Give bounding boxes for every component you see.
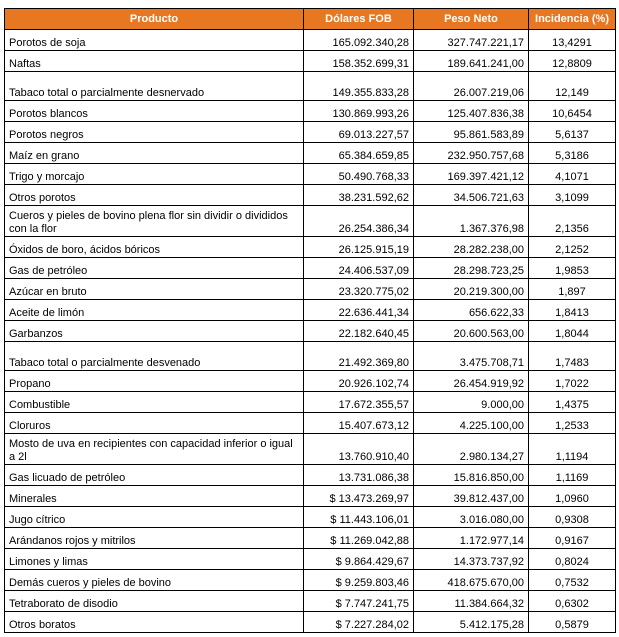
product-name-cell: Tabaco total o parcialmente desvenado (5, 342, 304, 371)
incidencia-cell: 1,897 (529, 279, 616, 300)
product-name-cell: Gas de petróleo (5, 258, 304, 279)
incidencia-cell: 0,7532 (529, 570, 616, 591)
incidencia-cell: 12,8809 (529, 51, 616, 72)
peso-neto-cell: 125.407.836,38 (414, 101, 529, 122)
dolares-fob-cell: $ 7.747.241,75 (304, 591, 414, 612)
table-row (5, 101, 616, 122)
table-row (5, 164, 616, 185)
incidencia-cell: 12,149 (529, 72, 616, 101)
incidencia-cell: 1,0960 (529, 486, 616, 507)
peso-neto-cell: 14.373.737,92 (414, 549, 529, 570)
table-row (5, 300, 616, 321)
header-dolares-fob: Dólares FOB (304, 9, 414, 30)
product-name-cell: Naftas (5, 51, 304, 72)
incidencia-cell: 4,1071 (529, 164, 616, 185)
table-body (5, 30, 616, 633)
product-name-cell: Porotos negros (5, 122, 304, 143)
dolares-fob-cell: $ 11.443.106,01 (304, 507, 414, 528)
table-row (5, 507, 616, 528)
incidencia-cell: 2,1356 (529, 206, 616, 237)
table-row (5, 528, 616, 549)
dolares-fob-cell: 50.490.768,33 (304, 164, 414, 185)
product-name-cell: Maíz en grano (5, 143, 304, 164)
peso-neto-cell: 3.016.080,00 (414, 507, 529, 528)
peso-neto-cell: 95.861.583,89 (414, 122, 529, 143)
incidencia-cell: 0,5879 (529, 612, 616, 633)
dolares-fob-cell: 38.231.592,62 (304, 185, 414, 206)
export-products-table (4, 8, 616, 633)
incidencia-cell: 1,7022 (529, 371, 616, 392)
table-row (5, 591, 616, 612)
peso-neto-cell: 11.384.664,32 (414, 591, 529, 612)
dolares-fob-cell: 17.672.355,57 (304, 392, 414, 413)
table-row (5, 185, 616, 206)
table-row (5, 72, 616, 101)
product-name-cell: Arándanos rojos y mitrilos (5, 528, 304, 549)
product-name-cell: Porotos blancos (5, 101, 304, 122)
product-name-cell: Tetraborato de disodio (5, 591, 304, 612)
incidencia-cell: 0,6302 (529, 591, 616, 612)
peso-neto-cell: 39.812.437,00 (414, 486, 529, 507)
dolares-fob-cell: 15.407.673,12 (304, 413, 414, 434)
table-row (5, 258, 616, 279)
dolares-fob-cell: 22.182.640,45 (304, 321, 414, 342)
peso-neto-cell: 26.454.919,92 (414, 371, 529, 392)
table-row (5, 465, 616, 486)
dolares-fob-cell: 130.869.993,26 (304, 101, 414, 122)
table-row (5, 279, 616, 300)
header-peso-neto: Peso Neto (414, 9, 529, 30)
peso-neto-cell: 28.298.723,25 (414, 258, 529, 279)
table-row (5, 413, 616, 434)
incidencia-cell: 1,7483 (529, 342, 616, 371)
table-row (5, 342, 616, 371)
dolares-fob-cell: 65.384.659,85 (304, 143, 414, 164)
peso-neto-cell: 327.747.221,17 (414, 30, 529, 51)
incidencia-cell: 1,8044 (529, 321, 616, 342)
incidencia-cell: 1,1169 (529, 465, 616, 486)
product-name-cell: Jugo cítrico (5, 507, 304, 528)
incidencia-cell: 5,6137 (529, 122, 616, 143)
dolares-fob-cell: 13.760.910,40 (304, 434, 414, 465)
table-row (5, 321, 616, 342)
product-name-cell: Otros porotos (5, 185, 304, 206)
incidencia-cell: 2,1252 (529, 237, 616, 258)
table-row (5, 570, 616, 591)
header-producto: Producto (5, 9, 304, 30)
incidencia-cell: 0,9167 (529, 528, 616, 549)
product-name-cell: Combustible (5, 392, 304, 413)
peso-neto-cell: 9.000,00 (414, 392, 529, 413)
dolares-fob-cell: 23.320.775,02 (304, 279, 414, 300)
table-header-row (5, 9, 616, 30)
table-row (5, 486, 616, 507)
incidencia-cell: 0,8024 (529, 549, 616, 570)
dolares-fob-cell: $ 9.259.803,46 (304, 570, 414, 591)
peso-neto-cell: 15.816.850,00 (414, 465, 529, 486)
incidencia-cell: 1,8413 (529, 300, 616, 321)
product-name-cell: Aceite de limón (5, 300, 304, 321)
incidencia-cell: 3,1099 (529, 185, 616, 206)
product-name-cell: Otros boratos (5, 612, 304, 633)
peso-neto-cell: 1.172.977,14 (414, 528, 529, 549)
table-row (5, 371, 616, 392)
incidencia-cell: 5,3186 (529, 143, 616, 164)
product-name-cell: Minerales (5, 486, 304, 507)
product-name-cell: Garbanzos (5, 321, 304, 342)
dolares-fob-cell: $ 11.269.042,88 (304, 528, 414, 549)
incidencia-cell: 1,2533 (529, 413, 616, 434)
peso-neto-cell: 2.980.134,27 (414, 434, 529, 465)
incidencia-cell: 1,1194 (529, 434, 616, 465)
dolares-fob-cell: 24.406.537,09 (304, 258, 414, 279)
dolares-fob-cell: $ 9.864.429,67 (304, 549, 414, 570)
product-name-cell: Óxidos de boro, ácidos bóricos (5, 237, 304, 258)
product-name-cell: Demás cueros y pieles de bovino (5, 570, 304, 591)
product-name-cell: Mosto de uva en recipientes con capacidad inferior o igual a 2l (5, 434, 304, 465)
table-row (5, 549, 616, 570)
dolares-fob-cell: 20.926.102,74 (304, 371, 414, 392)
product-name-cell: Tabaco total o parcialmente desnervado (5, 72, 304, 101)
product-name-cell: Propano (5, 371, 304, 392)
peso-neto-cell: 169.397.421,12 (414, 164, 529, 185)
table-row (5, 30, 616, 51)
table-row (5, 434, 616, 465)
table-row (5, 143, 616, 164)
table-row (5, 237, 616, 258)
peso-neto-cell: 189.641.241,00 (414, 51, 529, 72)
product-name-cell: Gas licuado de petróleo (5, 465, 304, 486)
dolares-fob-cell: 158.352.699,31 (304, 51, 414, 72)
product-name-cell: Trigo y morcajo (5, 164, 304, 185)
product-name-cell: Cueros y pieles de bovino plena flor sin dividir o divididos con la flor (5, 206, 304, 237)
dolares-fob-cell: 13.731.086,38 (304, 465, 414, 486)
incidencia-cell: 1,9853 (529, 258, 616, 279)
table-row (5, 51, 616, 72)
header-incidencia: Incidencia (%) (529, 9, 616, 30)
peso-neto-cell: 232.950.757,68 (414, 143, 529, 164)
product-name-cell: Azúcar en bruto (5, 279, 304, 300)
peso-neto-cell: 34.506.721,63 (414, 185, 529, 206)
peso-neto-cell: 656.622,33 (414, 300, 529, 321)
table-row (5, 206, 616, 237)
table-row (5, 122, 616, 143)
incidencia-cell: 0,9308 (529, 507, 616, 528)
peso-neto-cell: 1.367.376,98 (414, 206, 529, 237)
dolares-fob-cell: $ 13.473.269,97 (304, 486, 414, 507)
dolares-fob-cell: 26.254.386,34 (304, 206, 414, 237)
peso-neto-cell: 5.412.175,28 (414, 612, 529, 633)
peso-neto-cell: 28.282.238,00 (414, 237, 529, 258)
table-row (5, 392, 616, 413)
peso-neto-cell: 26.007.219,06 (414, 72, 529, 101)
dolares-fob-cell: $ 7.227.284,02 (304, 612, 414, 633)
peso-neto-cell: 20.219.300,00 (414, 279, 529, 300)
peso-neto-cell: 418.675.670,00 (414, 570, 529, 591)
peso-neto-cell: 20.600.563,00 (414, 321, 529, 342)
table-row (5, 612, 616, 633)
dolares-fob-cell: 149.355.833,28 (304, 72, 414, 101)
dolares-fob-cell: 69.013.227,57 (304, 122, 414, 143)
incidencia-cell: 10,6454 (529, 101, 616, 122)
dolares-fob-cell: 21.492.369,80 (304, 342, 414, 371)
dolares-fob-cell: 22.636.441,34 (304, 300, 414, 321)
peso-neto-cell: 4.225.100,00 (414, 413, 529, 434)
dolares-fob-cell: 26.125.915,19 (304, 237, 414, 258)
dolares-fob-cell: 165.092.340,28 (304, 30, 414, 51)
product-name-cell: Limones y limas (5, 549, 304, 570)
incidencia-cell: 13,4291 (529, 30, 616, 51)
incidencia-cell: 1,4375 (529, 392, 616, 413)
product-name-cell: Cloruros (5, 413, 304, 434)
product-name-cell: Porotos de soja (5, 30, 304, 51)
peso-neto-cell: 3.475.708,71 (414, 342, 529, 371)
